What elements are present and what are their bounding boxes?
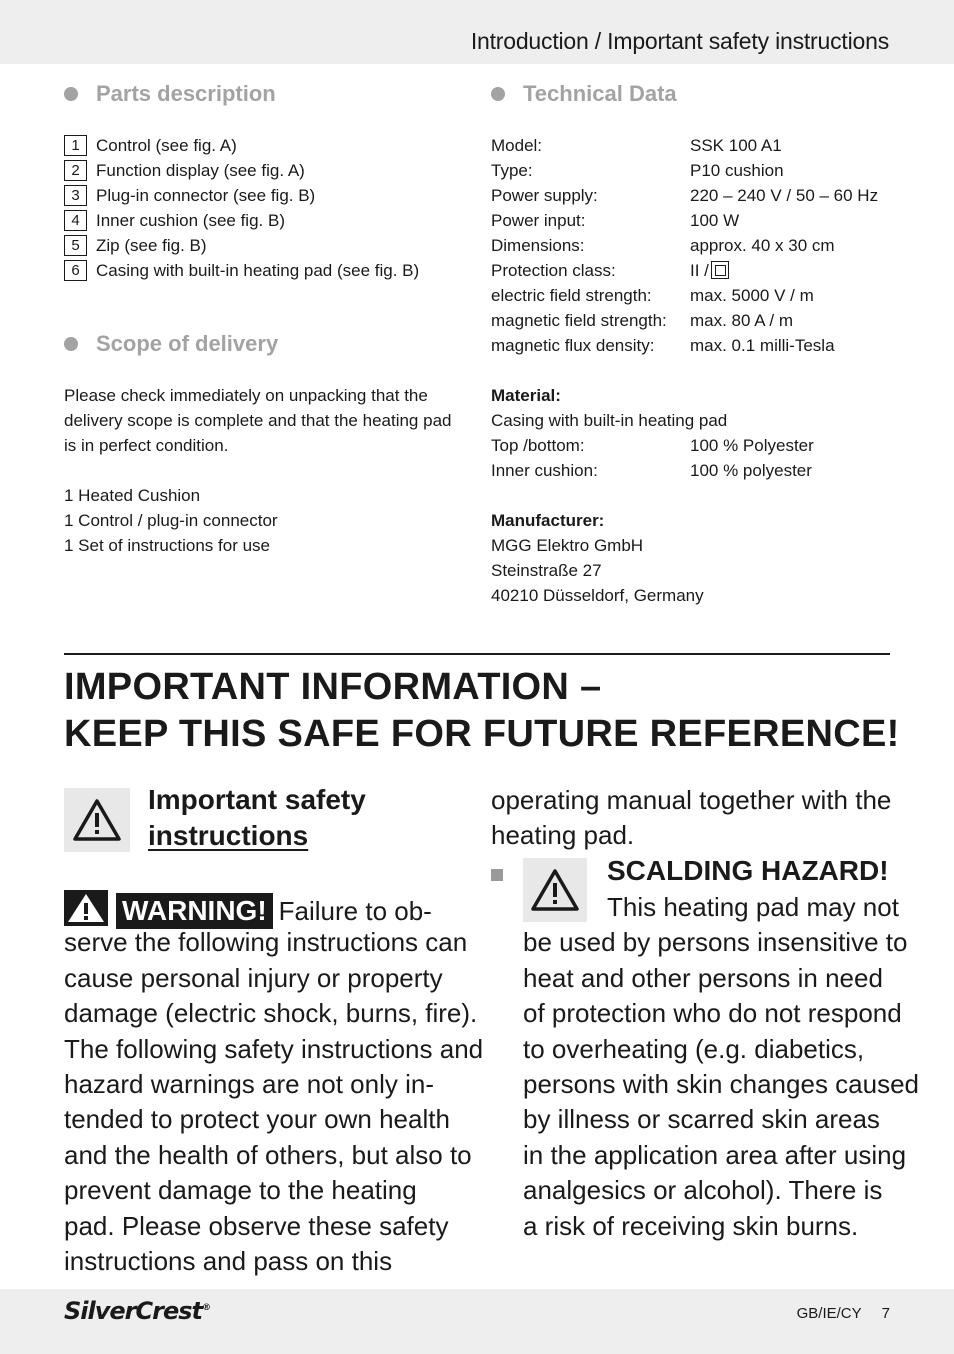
- spec-key: magnetic field strength:: [491, 311, 667, 330]
- spec-key: Top /bottom:: [491, 436, 585, 455]
- parts-heading: [64, 81, 276, 107]
- part-text: Casing with built-in heating pad (see fig. B): [96, 260, 420, 280]
- material-block: [491, 383, 814, 483]
- spec-value: 100 W: [690, 211, 740, 230]
- text-line: of protection who do not respond: [523, 998, 902, 1029]
- brand-logo: [64, 1297, 210, 1325]
- spec-key: Power input:: [491, 211, 586, 230]
- region-code: GB/IE/CY: [796, 1305, 862, 1322]
- spec-row: [491, 308, 878, 333]
- spec-key: Power supply:: [491, 186, 598, 205]
- warning-paragraph: [64, 890, 483, 1279]
- scald-heading: SCALDING HAZARD!: [607, 855, 889, 886]
- warning-badge: WARNING!: [116, 893, 273, 929]
- text-line: instructions and pass on this: [64, 1245, 393, 1276]
- part-number: 5: [64, 235, 87, 256]
- page-header-title: Introduction / Important safety instructions: [470, 28, 889, 54]
- spec-key: Protection class:: [491, 261, 616, 280]
- text-line: pad. Please observe these safety: [64, 1210, 449, 1241]
- text-line: in the application area after using: [523, 1139, 907, 1170]
- spec-value: max. 80 A / m: [690, 311, 793, 330]
- spec-row: [491, 233, 878, 258]
- text-line: [64, 890, 483, 925]
- warning-triangle-icon: [530, 868, 580, 912]
- important-title: [64, 664, 900, 758]
- safety-warning-tile: [64, 788, 130, 852]
- scald-paragraph: [523, 925, 919, 1244]
- list-item: 1 Set of instructions for use: [64, 536, 270, 555]
- warning-triangle-icon: [72, 798, 122, 842]
- parts-list: [64, 133, 419, 283]
- spec-row: [491, 333, 878, 358]
- material-label: Material:: [491, 386, 561, 405]
- address-line: MGG Elektro GmbH: [491, 536, 644, 555]
- manufacturer-label: Manufacturer:: [491, 511, 605, 530]
- text-line: persons with skin changes caused: [523, 1068, 920, 1099]
- tech-heading: [491, 81, 677, 107]
- spec-value: approx. 40 x 30 cm: [690, 236, 835, 255]
- text-line: analgesics or alcohol). There is: [523, 1175, 883, 1206]
- parts-heading-text: Parts description: [96, 81, 276, 106]
- scope-paragraph: [64, 383, 451, 458]
- text-line: and the health of others, but also to: [64, 1139, 472, 1170]
- spec-value: 100 % Polyester: [690, 436, 814, 455]
- list-item: [64, 208, 419, 233]
- continuation-paragraph: [491, 783, 891, 854]
- part-number: 4: [64, 210, 87, 231]
- spec-value: P10 cushion: [690, 161, 784, 180]
- part-text: Function display (see fig. A): [96, 160, 305, 180]
- important-title-line: KEEP THIS SAFE FOR FUTURE REFERENCE!: [64, 713, 900, 755]
- list-item: [64, 183, 419, 208]
- scald-warning-tile: [523, 858, 587, 922]
- bullet-dot-icon: [64, 337, 78, 351]
- list-item: [64, 158, 419, 183]
- spec-value: SSK 100 A1: [690, 136, 782, 155]
- spec-value: 220 – 240 V / 50 – 60 Hz: [690, 186, 879, 205]
- spec-key: Inner cushion:: [491, 461, 598, 480]
- part-number: 3: [64, 185, 87, 206]
- text-line: hazard warnings are not only in-: [64, 1068, 434, 1099]
- list-item: [64, 133, 419, 158]
- important-title-line: IMPORTANT INFORMATION –: [64, 666, 602, 708]
- protection-class-ii-icon: [711, 261, 729, 279]
- manufacturer-block: [491, 508, 704, 608]
- address-line: Steinstraße 27: [491, 561, 602, 580]
- part-text: Plug-in connector (see fig. B): [96, 185, 316, 205]
- text-line: be used by persons insensitive to: [523, 927, 908, 958]
- spec-row: [491, 158, 878, 183]
- list-item: 1 Heated Cushion: [64, 486, 201, 505]
- spec-value: max. 5000 V / m: [690, 286, 814, 305]
- text-line: operating manual together with the: [491, 785, 892, 815]
- spec-value: 100 % polyester: [690, 461, 812, 480]
- safety-heading: [148, 782, 366, 854]
- scope-heading-text: Scope of delivery: [96, 331, 279, 356]
- text-line: The following safety instructions and: [64, 1033, 484, 1064]
- safety-heading-line: Important safety: [148, 784, 366, 815]
- text-line: by illness or scarred skin areas: [523, 1104, 880, 1135]
- spec-row: [491, 458, 814, 483]
- brand-mark: ®: [201, 1303, 210, 1313]
- spec-key: magnetic flux density:: [491, 336, 655, 355]
- text-line: cause personal injury or property: [64, 962, 443, 993]
- footer-info: [797, 1305, 890, 1322]
- spec-row: [491, 258, 878, 283]
- spec-row: [491, 283, 878, 308]
- scald-first-line: This heating pad may not: [607, 892, 899, 922]
- spec-key: Dimensions:: [491, 236, 585, 255]
- part-number: 1: [64, 135, 87, 156]
- bullet-dot-icon: [491, 87, 505, 101]
- spec-row: [491, 433, 814, 458]
- spec-key: Type:: [491, 161, 533, 180]
- part-text: Inner cushion (see fig. B): [96, 210, 285, 230]
- part-number: 2: [64, 160, 87, 181]
- scope-items: [64, 483, 278, 558]
- text-line: is in perfect condition.: [64, 436, 229, 455]
- page-number: 7: [881, 1305, 890, 1322]
- text-line: a risk of receiving skin burns.: [523, 1210, 859, 1241]
- protection-class-text: II /: [690, 261, 709, 280]
- spec-key: Model:: [491, 136, 543, 155]
- spec-row: [491, 208, 878, 233]
- list-item: 1 Control / plug-in connector: [64, 511, 278, 530]
- text-line: to overheating (e.g. diabetics,: [523, 1033, 865, 1064]
- scope-heading: [64, 331, 278, 357]
- list-item: [64, 233, 419, 258]
- bullet-dot-icon: [64, 87, 78, 101]
- text-line: tended to protect your own health: [64, 1104, 450, 1135]
- text-line: heat and other persons in need: [523, 962, 883, 993]
- part-text: Zip (see fig. B): [96, 235, 207, 255]
- text-line: Please check immediately on unpacking that the: [64, 386, 428, 405]
- text-line: prevent damage to the heating: [64, 1175, 417, 1206]
- brand-name: SilverCrest: [64, 1297, 202, 1325]
- part-text: Control (see fig. A): [96, 135, 237, 155]
- square-bullet-icon: [491, 869, 503, 881]
- spec-row: [491, 133, 878, 158]
- spec-key: electric field strength:: [491, 286, 652, 305]
- spec-row: [491, 183, 878, 208]
- spec-value: [690, 258, 729, 283]
- text-line: damage (electric shock, burns, fire).: [64, 998, 478, 1029]
- tech-heading-text: Technical Data: [523, 81, 677, 106]
- warning-text: Failure to ob-: [278, 896, 432, 926]
- text-line: heating pad.: [491, 820, 635, 851]
- part-number: 6: [64, 260, 87, 281]
- warning-triangle-icon: [64, 890, 108, 926]
- text-line: delivery scope is complete and that the heating pad: [64, 411, 452, 430]
- address-line: 40210 Düsseldorf, Germany: [491, 586, 704, 605]
- list-item: [64, 258, 419, 283]
- safety-heading-line: instructions: [148, 820, 309, 851]
- section-divider: [64, 653, 890, 655]
- text-line: serve the following instructions can: [64, 927, 468, 958]
- material-line: Casing with built-in heating pad: [491, 411, 728, 430]
- tech-spec-table: [491, 133, 878, 358]
- spec-value: max. 0.1 milli-Tesla: [690, 336, 835, 355]
